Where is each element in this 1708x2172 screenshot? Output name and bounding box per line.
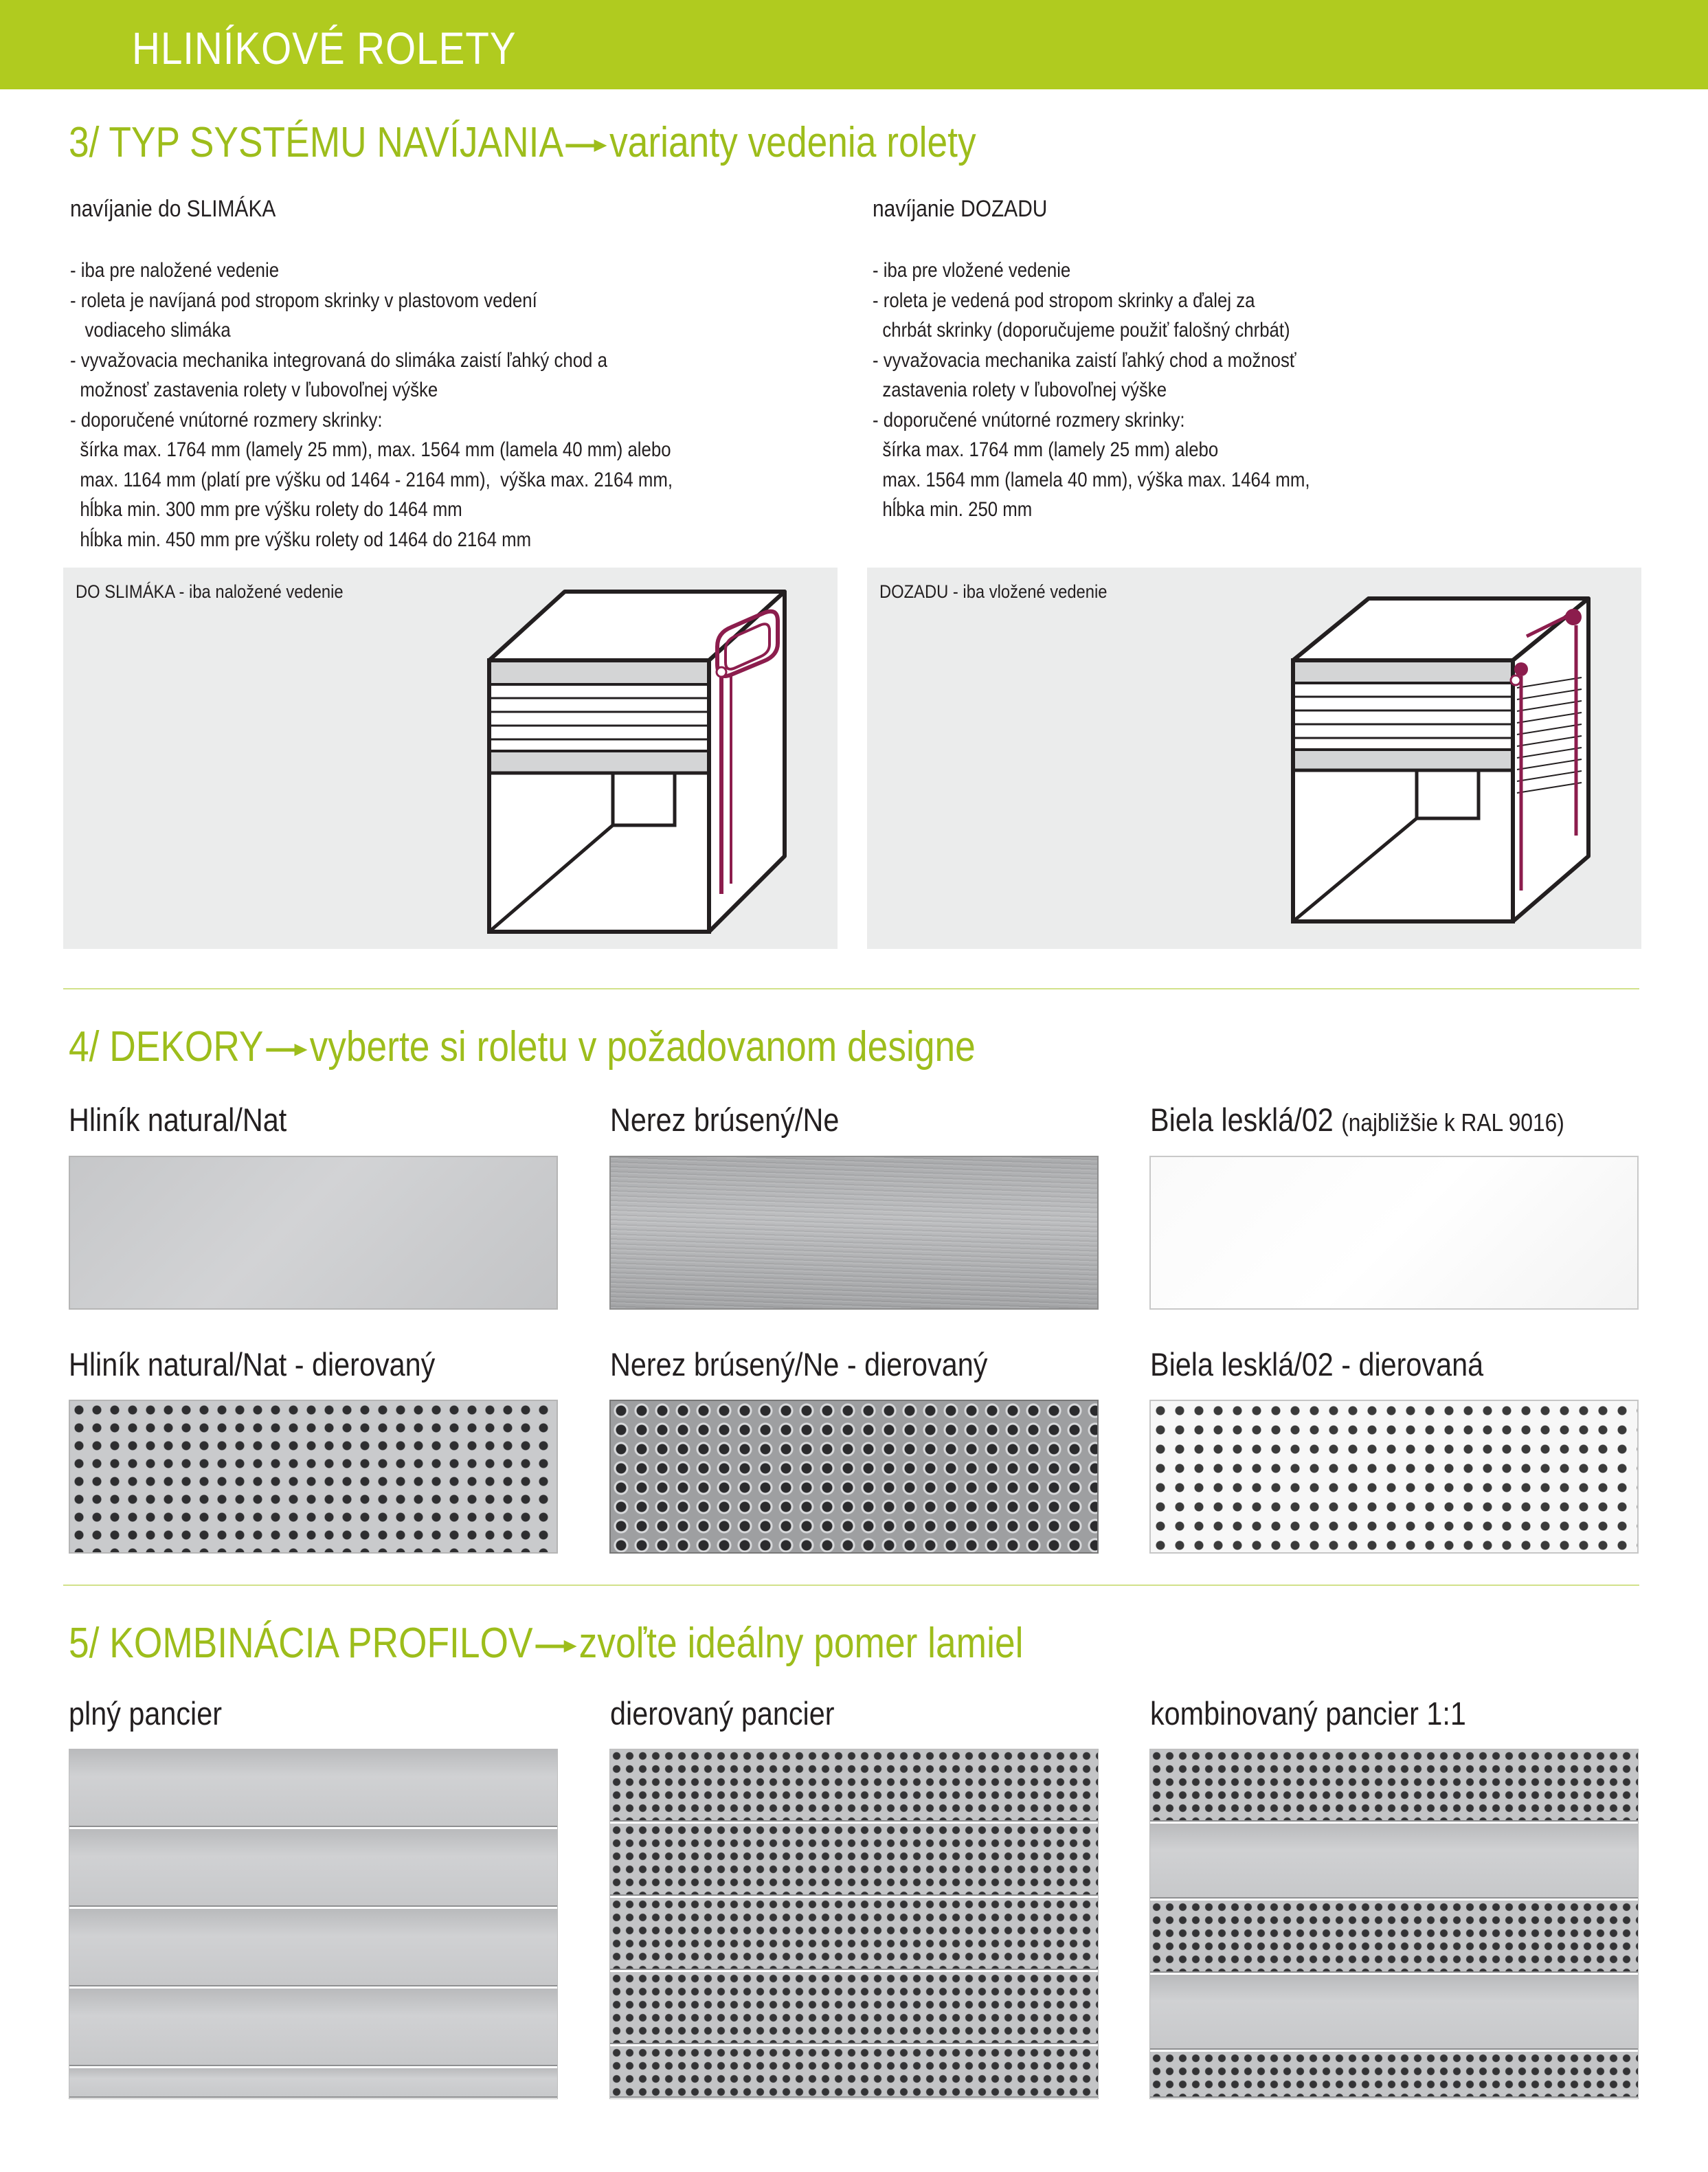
decor-label: Hliník natural/Nat — [69, 1101, 287, 1138]
perforated-slat — [1150, 2052, 1638, 2099]
section-4-subtitle: vyberte si roletu v požadovanom designe — [309, 1023, 976, 1071]
perforated-slat — [610, 1972, 1098, 2046]
cabinet-snail-illustration — [475, 588, 798, 939]
decor-label: Nerez brúsený/Ne - dierovaný — [610, 1346, 988, 1382]
decor-label-text: Biela lesklá/02 — [1150, 1101, 1334, 1138]
arrow-icon — [266, 1043, 307, 1057]
decor-swatch-brushed-steel[interactable] — [609, 1156, 1099, 1310]
winding-right-heading: navíjanie DOZADU — [873, 196, 1048, 222]
decor-label — [1150, 1101, 1564, 1139]
diagram-caption-snail: DO SLIMÁKA - iba naložené vedenie — [76, 581, 344, 602]
diagram-panel-snail — [63, 568, 838, 949]
section-5-title-text: 5/ KOMBINÁCIA PROFILOV — [69, 1620, 533, 1667]
section-4-title-text: 4/ DEKORY — [69, 1023, 264, 1071]
profile-solid-sample[interactable] — [69, 1749, 558, 2099]
decor-label: Nerez brúsený/Ne — [610, 1101, 840, 1138]
winding-right-description: - iba pre vložené vedenie - roleta je vedená pod stropom skrinky a ďalej za chrbát skrinky (doporučujeme použiť falošný chrbát) - vyvažovacia mechanika zaistí ľahký chod a možnosť zastavenia rolety v ľubovoľnej výške - doporučené vnútorné rozmery skrinky: šírka max. 1764 mm (lamely 25 mm) alebo max. 1564 mm (lamela 40 mm), výška max. 1464 mm, hĺbka min. 250 mm — [873, 259, 1310, 521]
perforated-slat — [610, 1898, 1098, 1972]
solid-slat — [69, 1749, 557, 1829]
perforated-slat — [610, 2046, 1098, 2099]
diagram-caption-back: DOZADU - iba vložené vedenie — [879, 581, 1108, 602]
decor-swatch-steel-perforated[interactable] — [609, 1400, 1099, 1554]
header-banner — [0, 0, 1708, 89]
perforated-slat — [610, 1749, 1098, 1824]
section-divider — [63, 1585, 1639, 1586]
diagram-panel-back — [867, 568, 1641, 949]
arrow-icon — [535, 1639, 576, 1653]
profile-label: plný pancier — [69, 1695, 223, 1732]
section-5-subtitle: zvoľte ideálny pomer lamiel — [578, 1620, 1024, 1667]
section-divider — [63, 988, 1639, 989]
section-3-title-text: 3/ TYP SYSTÉMU NAVÍJANIA — [69, 119, 564, 166]
section-3-title — [69, 118, 976, 167]
arrow-icon — [565, 139, 607, 153]
decor-note: (najbližšie k RAL 9016) — [1341, 1108, 1564, 1137]
solid-slat — [69, 1989, 557, 2068]
profile-label: dierovaný pancier — [610, 1695, 835, 1732]
solid-slat — [1150, 1824, 1638, 1901]
section-3-subtitle: varianty vedenia rolety — [609, 119, 976, 166]
section-4-title — [69, 1022, 976, 1071]
winding-left-description: - iba pre naložené vedenie - roleta je navíjaná pod stropom skrinky v plastovom vedení vodiaceho slimáka - vyvažovacia mechanika integrovaná do slimáka zaistí ľahký chod a možnosť zastavenia rolety v ľubovoľnej výške - doporučené vnútorné rozmery skrinky: šírka max. 1764 mm (lamely 25 mm), max. 1564 mm (lamela 40 mm) alebo max. 1164 mm (platí pre výšku od 1464 - 2164 mm), výška max. 2164 mm, hĺbka min. 300 mm pre výšku rolety do 1464 mm hĺbka min. 450 mm pre výšku rolety od 1464 do 2164 mm — [70, 259, 673, 551]
page-title: HLINÍKOVÉ ROLETY — [132, 23, 517, 74]
decor-swatch-aluminium-perforated[interactable] — [69, 1400, 558, 1554]
decor-label: Hliník natural/Nat - dierovaný — [69, 1346, 436, 1382]
decor-swatch-white-perforated[interactable] — [1149, 1400, 1639, 1554]
solid-slat — [1150, 1975, 1638, 2052]
winding-left-heading: navíjanie do SLIMÁKA — [70, 196, 276, 222]
profile-combined-sample[interactable] — [1149, 1749, 1639, 2099]
decor-label: Biela lesklá/02 - dierovaná — [1150, 1346, 1484, 1382]
solid-slat — [69, 2068, 557, 2099]
perforated-slat — [1150, 1901, 1638, 1975]
section-5-title — [69, 1619, 1023, 1668]
profile-perforated-sample[interactable] — [609, 1749, 1099, 2099]
profile-label: kombinovaný pancier 1:1 — [1150, 1695, 1466, 1732]
decor-swatch-aluminium-natural[interactable] — [69, 1156, 558, 1310]
solid-slat — [69, 1909, 557, 1989]
cabinet-back-illustration — [1279, 595, 1602, 939]
perforated-slat — [610, 1824, 1098, 1898]
perforated-slat — [1150, 1749, 1638, 1824]
solid-slat — [69, 1829, 557, 1909]
decor-swatch-glossy-white[interactable] — [1149, 1156, 1639, 1310]
